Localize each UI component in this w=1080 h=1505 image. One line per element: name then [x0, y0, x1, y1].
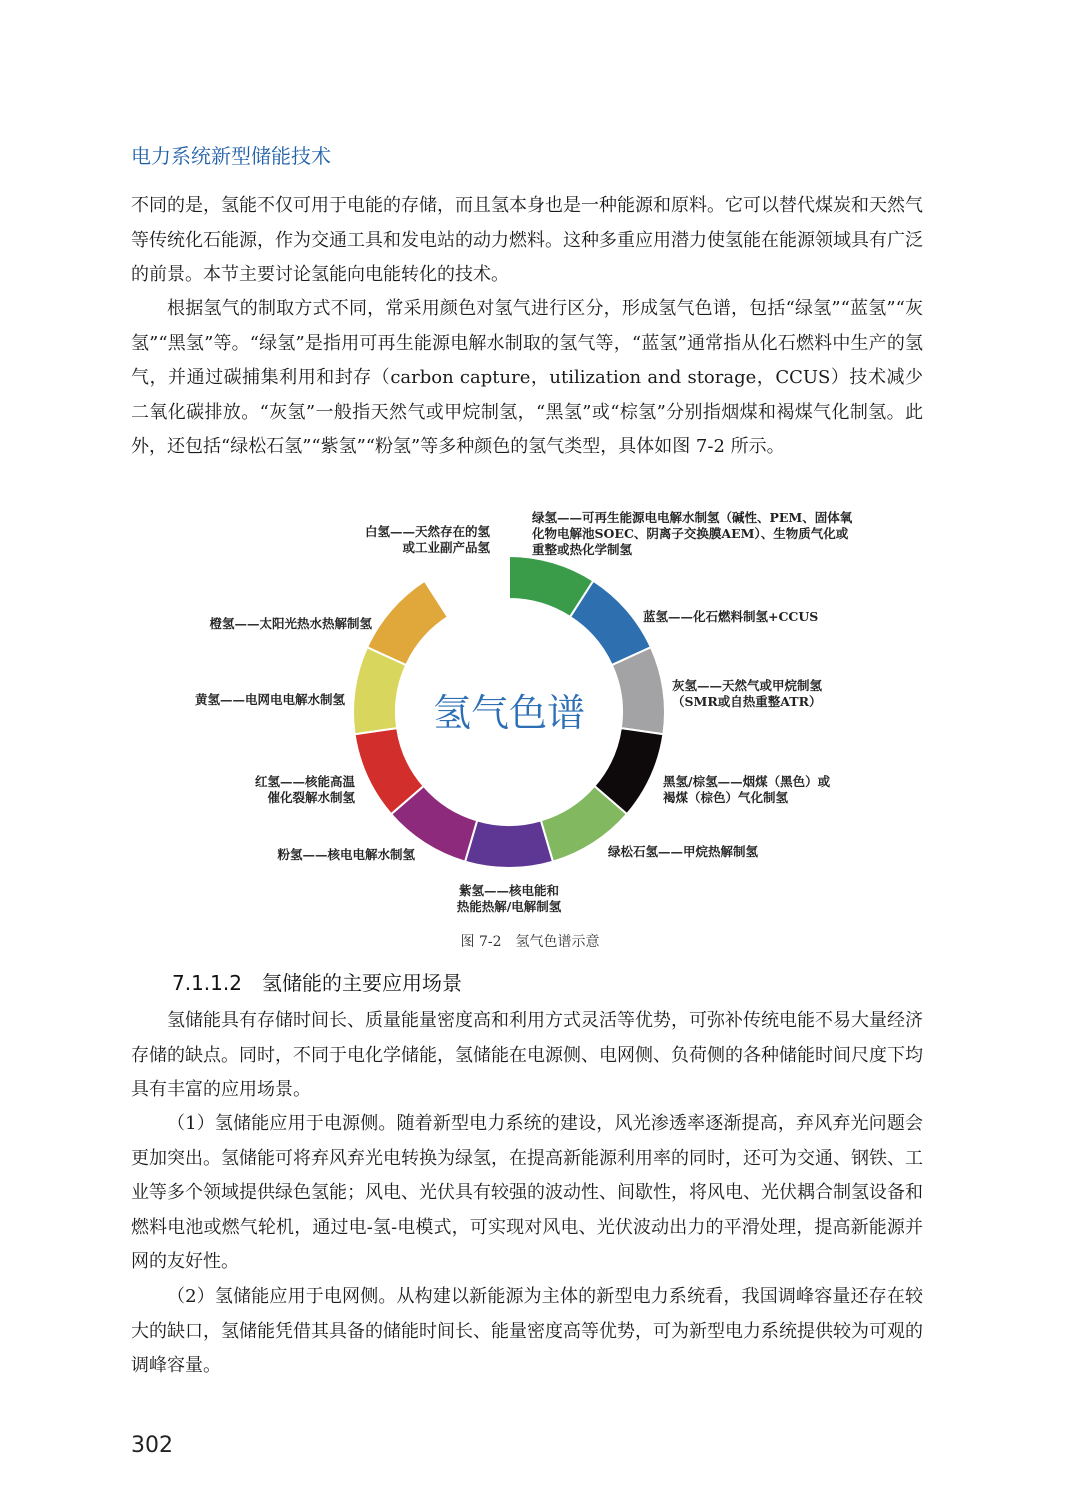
segment-label: 灰氢——天然气或甲烷制氢 — [672, 678, 823, 693]
segment-label: 热能热解/电解制氢 — [456, 899, 562, 914]
running-title: 电力系统新型储能技术 — [131, 144, 331, 168]
paragraph-applications: 氢储能具有存储时间长、质量能量密度高和利用方式灵活等优势，可弥补传统电能不易大量经济存储的缺点。同时，不同于电化学储能，氢储能在电源侧、电网侧、负荷侧的各种储能时间尺度下均具有丰富的应用场景。 — [131, 1010, 923, 1100]
paragraph-grid-side: （2）氢储能应用于电网侧。从构建以新能源为主体的新型电力系统看，我国调峰容量还存在较大的缺口，氢储能凭借其具备的储能时间长、能量密度高等优势，可为新型电力系统提供较为可观的调峰容量。 — [131, 1286, 923, 1376]
page-number: 302 — [131, 1433, 173, 1458]
figure-caption: 图 7-2 氢气色谱示意 — [460, 934, 600, 950]
segment-label: 黑氢/棕氢——烟煤（黑色）或 — [663, 774, 831, 789]
segment-label: 粉氢——核电电解水制氢 — [277, 847, 415, 862]
ring-segment — [465, 820, 553, 868]
hydrogen-color-wheel-figure — [0, 500, 1080, 925]
segment-label: 重整或热化学制氢 — [532, 542, 633, 557]
segment-label: 蓝氢——化石燃料制氢+CCUS — [643, 609, 819, 624]
segment-label: 红氢——核能高温 — [254, 774, 355, 789]
paragraph-source-side: （1）氢储能应用于电源侧。随着新型电力系统的建设，风光渗透率逐渐提高，弃风弃光问题会更加突出。氢储能可将弃风弃光电转换为绿氢，在提高新能源利用率的同时，还可为交通、钢铁、工业等多个领域提供绿色氢能；风电、光伏具有较强的波动性、间歇性，将风电、光伏耦合制氢设备和燃料电池或燃气轮机，通过电-氢-电模式，可实现对风电、光伏波动出力的平滑处理，提高新能源并网的友好性。 — [131, 1113, 923, 1272]
segment-label: 橙氢——太阳光热水热解制氢 — [209, 616, 372, 631]
segment-label: 催化裂解水制氢 — [267, 790, 355, 805]
center-title: 氢气色谱 — [432, 691, 586, 735]
segment-label: （SMR或自热重整ATR） — [672, 694, 822, 709]
segment-label: 黄氢——电网电电解水制氢 — [194, 692, 345, 707]
segment-label: 绿氢——可再生能源电电解水制氢（碱性、PEM、固体氧 — [532, 510, 853, 525]
segment-label: 或工业副产品氢 — [402, 540, 490, 555]
section-heading: 7.1.1.2 氢储能的主要应用场景 — [172, 971, 462, 995]
segment-label: 绿松石氢——甲烷热解制氢 — [608, 844, 759, 859]
segment-label: 紫氢——核电能和 — [458, 883, 560, 898]
paragraph-color-spectrum: 根据氢气的制取方式不同，常采用颜色对氢气进行区分，形成氢气色谱，包括“绿氢”“蓝氢”“灰氢”“黑氢”等。“绿氢”是指用可再生能源电解水制取的氢气等，“蓝氢”通常指从化石燃料中生产的氢气，并通过碳捕集利用和封存（carbon capture，utilization and storage，CCUS）技术减少二氧化碳排放。“灰氢”一般指天然气或甲烷制氢，“黑氢”或“棕氢”分别指烟煤和褐煤气化制氢。此外，还包括“绿松石氢”“紫氢”“粉氢”等多种颜色的氢气类型，具体如图 7-2 所示。 — [131, 298, 923, 457]
segment-label: 白氢——天然存在的氢 — [364, 524, 490, 539]
paragraph-intro: 不同的是，氢能不仅可用于电能的存储，而且氢本身也是一种能源和原料。它可以替代煤炭和天然气等传统化石能源，作为交通工具和发电站的动力燃料。这种多重应用潜力使氢能在能源领域具有广泛的前景。本节主要讨论氢能向电能转化的技术。 — [131, 195, 923, 285]
segment-label: 化物电解池SOEC、阴离子交换膜AEM）、生物质气化或 — [532, 526, 849, 541]
segment-label: 褐煤（棕色）气化制氢 — [663, 790, 789, 805]
